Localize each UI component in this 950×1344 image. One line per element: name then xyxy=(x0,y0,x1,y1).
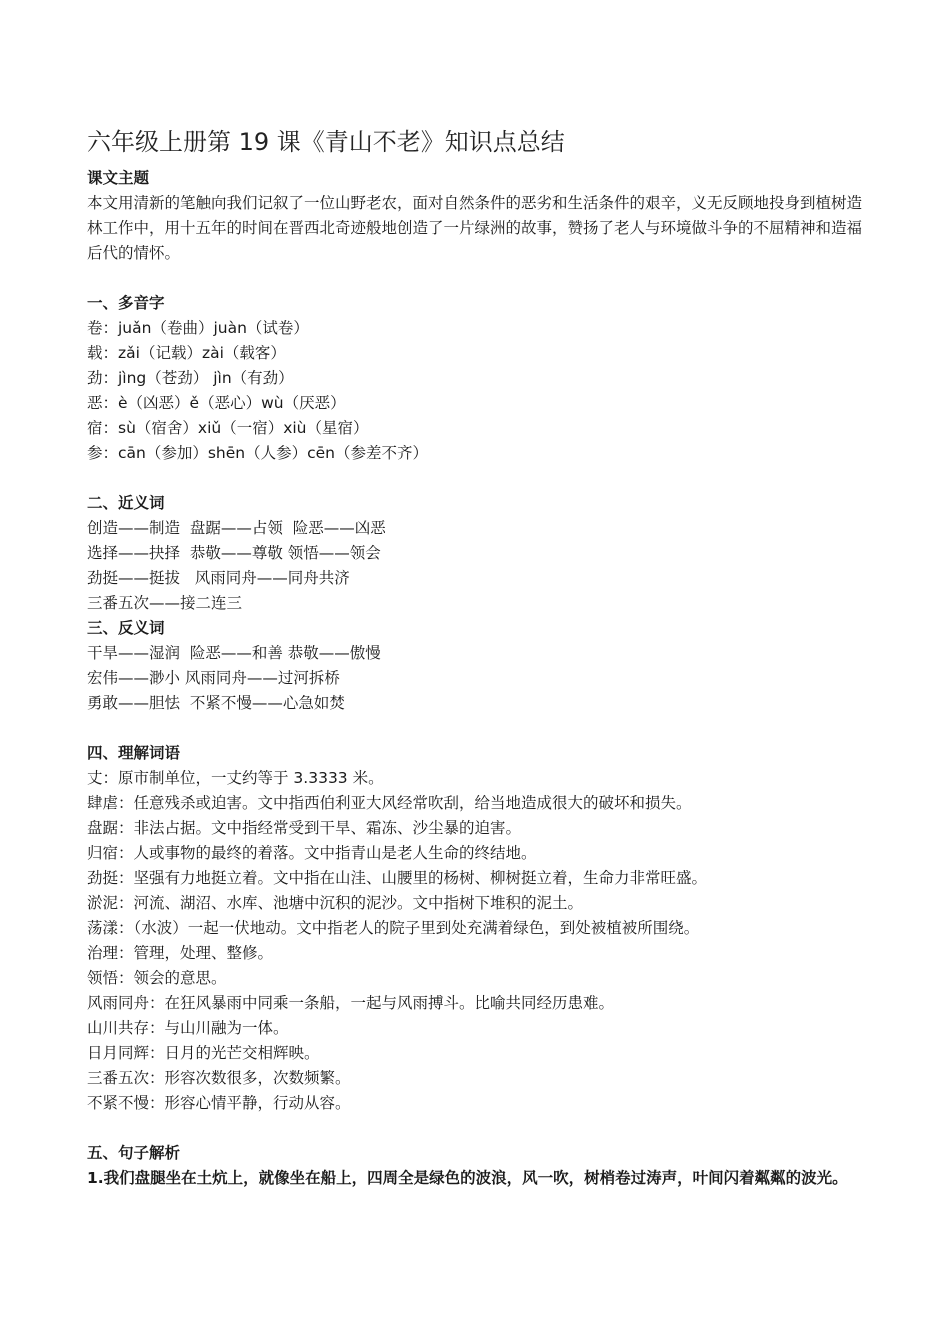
section-heading: 三、反义词 xyxy=(87,619,165,637)
document-page xyxy=(87,124,867,1191)
section-heading: 二、近义词 xyxy=(87,494,165,512)
spacer xyxy=(87,1116,867,1141)
section-heading: 课文主题 xyxy=(87,169,150,187)
section-antonyms xyxy=(87,616,867,716)
section-vocab xyxy=(87,741,867,1116)
list-item: 三番五次：形容次数很多，次数频繁。 xyxy=(87,1069,351,1087)
list-item: 淤泥：河流、湖沼、水库、池塘中沉积的泥沙。文中指树下堆积的泥土。 xyxy=(87,894,584,912)
list-item: 劲：jìng（苍劲） jìn（有劲） xyxy=(87,369,294,387)
section-sentences xyxy=(87,1141,867,1191)
section-theme xyxy=(87,166,867,266)
list-item: 治理：管理，处理、整修。 xyxy=(87,944,274,962)
list-item: 参：cān（参加）shēn（人参）cēn（参差不齐） xyxy=(87,444,428,462)
list-item: 归宿：人或事物的最终的着落。文中指青山是老人生命的终结地。 xyxy=(87,844,537,862)
section-synonyms xyxy=(87,491,867,616)
list-item: 荡漾：（水波）一起一伏地动。文中指老人的院子里到处充满着绿色，到处被植被所围绕。 xyxy=(87,919,700,937)
list-item: 盘踞：非法占据。文中指经常受到干旱、霜冻、沙尘暴的迫害。 xyxy=(87,819,522,837)
list-item: 劲挺——挺拔 风雨同舟——同舟共济 xyxy=(87,569,350,587)
list-item: 风雨同舟：在狂风暴雨中同乘一条船，一起与风雨搏斗。比喻共同经历患难。 xyxy=(87,994,615,1012)
section-polyphones xyxy=(87,291,867,466)
list-item: 领悟：领会的意思。 xyxy=(87,969,227,987)
paragraph: 本文用清新的笔触向我们记叙了一位山野老农，面对自然条件的恶劣和生活条件的艰辛，义无反顾地投身到植树造林工作中，用十五年的时间在晋西北奇迹般地创造了一片绿洲的故事，赞扬了老人与环境做斗争的不屈精神和造福后代的情怀。 xyxy=(87,194,863,262)
list-item: 选择——抉择 恭敬——尊敬 领悟——领会 xyxy=(87,544,381,562)
list-item: 丈：原市制单位，一丈约等于 3.3333 米。 xyxy=(87,769,384,787)
list-item: 宿：sù（宿舍）xiǔ（一宿）xiù（星宿） xyxy=(87,419,369,437)
list-item: 勇敢——胆怯 不紧不慢——心急如焚 xyxy=(87,694,345,712)
list-item: 不紧不慢：形容心情平静，行动从容。 xyxy=(87,1094,351,1112)
list-item: 日月同辉：日月的光芒交相辉映。 xyxy=(87,1044,320,1062)
section-heading: 五、句子解析 xyxy=(87,1144,181,1162)
sentence-item: 1.我们盘腿坐在土炕上，就像坐在船上，四周全是绿色的波浪，风一吹，树梢卷过涛声，叶间闪着粼粼的波光。 xyxy=(87,1169,848,1187)
list-item: 卷：juǎn（卷曲）juàn（试卷） xyxy=(87,319,309,337)
spacer xyxy=(87,716,867,741)
list-item: 肆虐：任意残杀或迫害。文中指西伯利亚大风经常吹刮，给当地造成很大的破坏和损失。 xyxy=(87,794,692,812)
page-title: 六年级上册第 19 课《青山不老》知识点总结 xyxy=(87,128,565,156)
list-item: 三番五次——接二连三 xyxy=(87,594,243,612)
section-heading: 一、多音字 xyxy=(87,294,165,312)
list-item: 载：zǎi（记载）zài（载客） xyxy=(87,344,286,362)
list-item: 恶：è（凶恶）ě（恶心）wù（厌恶） xyxy=(87,394,346,412)
spacer xyxy=(87,466,867,491)
list-item: 山川共存：与山川融为一体。 xyxy=(87,1019,289,1037)
list-item: 干旱——湿润 险恶——和善 恭敬——傲慢 xyxy=(87,644,381,662)
spacer xyxy=(87,266,867,291)
list-item: 劲挺：坚强有力地挺立着。文中指在山洼、山腰里的杨树、柳树挺立着，生命力非常旺盛。 xyxy=(87,869,708,887)
section-heading: 四、理解词语 xyxy=(87,744,181,762)
list-item: 创造——制造 盘踞——占领 险恶——凶恶 xyxy=(87,519,386,537)
list-item: 宏伟——渺小 风雨同舟——过河拆桥 xyxy=(87,669,340,687)
